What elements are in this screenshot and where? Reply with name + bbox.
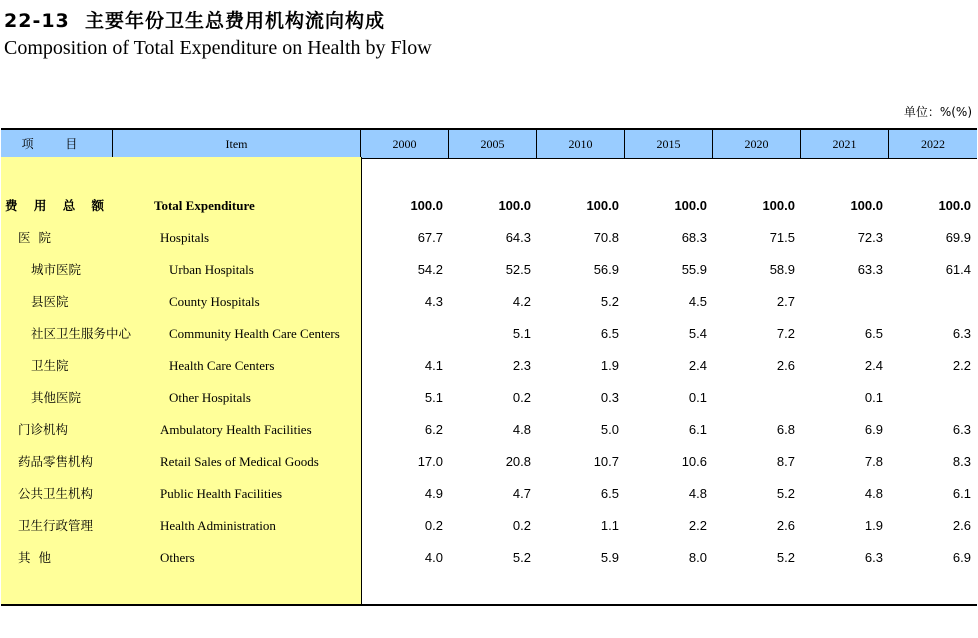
cell-2015: 100.0	[674, 198, 707, 213]
cell-2021: 6.3	[864, 550, 883, 565]
cell-2000: 54.2	[417, 262, 443, 277]
row-label-chinese: 费 用 总 额	[5, 198, 111, 213]
cell-2022: 69.9	[945, 230, 971, 245]
cell-2000: 5.1	[424, 390, 443, 405]
cell-2022: 2.6	[952, 518, 971, 533]
cell-2010: 0.3	[600, 390, 619, 405]
header-year-2010: 2010	[537, 130, 625, 158]
cell-2005: 0.2	[512, 518, 531, 533]
table-row	[0, 190, 978, 222]
cell-2000: 100.0	[410, 198, 443, 213]
table-title-english: Composition of Total Expenditure on Health by Flow	[4, 37, 432, 59]
cell-2022: 61.4	[945, 262, 971, 277]
header-year-2022: 2022	[921, 137, 945, 151]
cell-2005: 5.2	[512, 550, 531, 565]
cell-2015: 5.4	[688, 326, 707, 341]
cell-2000: 4.3	[424, 294, 443, 309]
row-label-english: Public Health Facilities	[160, 486, 283, 501]
table-row	[0, 318, 978, 350]
row-label-english: Health Care Centers	[169, 358, 275, 373]
row-label-chinese: 其 他	[18, 550, 51, 565]
row-label-chinese: 医 院	[18, 230, 51, 245]
cell-2021: 2.4	[864, 358, 883, 373]
cell-2020: 100.0	[762, 198, 795, 213]
cell-2000: 17.0	[417, 454, 443, 469]
row-label-chinese: 卫生行政管理	[18, 518, 94, 533]
cell-2015: 4.5	[688, 294, 707, 309]
table-title-chinese: 22-13 主要年份卫生总费用机构流向构成	[4, 10, 385, 32]
table-row	[0, 382, 978, 414]
table-row	[0, 510, 978, 542]
cell-2020: 5.2	[776, 486, 795, 501]
table-row	[0, 542, 978, 574]
cell-2010: 6.5	[600, 486, 619, 501]
cell-2005: 4.7	[512, 486, 531, 501]
cell-2022: 6.3	[952, 422, 971, 437]
cell-2015: 6.1	[688, 422, 707, 437]
cell-2020: 2.6	[776, 358, 795, 373]
cell-2010: 1.1	[600, 518, 619, 533]
cell-2010: 56.9	[593, 262, 619, 277]
cell-2022: 100.0	[938, 198, 971, 213]
row-label-english: Total Expenditure	[154, 198, 255, 213]
cell-2022: 2.2	[952, 358, 971, 373]
header-year-2015: 2015	[625, 130, 713, 158]
cell-2015: 10.6	[681, 454, 707, 469]
cell-2022: 8.3	[952, 454, 971, 469]
table-row	[0, 446, 978, 478]
row-label-chinese: 药品零售机构	[18, 454, 94, 469]
cell-2005: 5.1	[512, 326, 531, 341]
cell-2000: 6.2	[424, 422, 443, 437]
cell-2015: 2.4	[688, 358, 707, 373]
cell-2022: 6.1	[952, 486, 971, 501]
row-label-english: Health Administration	[160, 518, 276, 533]
header-item-english: Item	[113, 130, 361, 158]
cell-2020: 58.9	[769, 262, 795, 277]
cell-2020: 8.7	[776, 454, 795, 469]
header-year-2021: 2021	[801, 130, 889, 158]
cell-2015: 0.1	[688, 390, 707, 405]
cell-2020: 71.5	[769, 230, 795, 245]
cell-2020: 2.6	[776, 518, 795, 533]
cell-2021: 4.8	[864, 486, 883, 501]
row-label-english: Other Hospitals	[169, 390, 251, 405]
cell-2005: 52.5	[505, 262, 531, 277]
table-row	[0, 286, 978, 318]
cell-2015: 2.2	[688, 518, 707, 533]
cell-2021: 72.3	[857, 230, 883, 245]
header-year-2000: 2000	[361, 130, 449, 158]
row-label-english: Ambulatory Health Facilities	[160, 422, 312, 437]
cell-2000: 4.9	[424, 486, 443, 501]
cell-2020: 2.7	[776, 294, 795, 309]
cell-2010: 6.5	[600, 326, 619, 341]
cell-2021: 100.0	[850, 198, 883, 213]
cell-2010: 100.0	[586, 198, 619, 213]
cell-2015: 55.9	[681, 262, 707, 277]
cell-2015: 8.0	[688, 550, 707, 565]
row-label-chinese: 门诊机构	[18, 422, 69, 437]
row-label-chinese: 社区卫生服务中心	[31, 326, 132, 341]
header-year-2005: 2005	[449, 130, 537, 158]
cell-2021: 0.1	[864, 390, 883, 405]
cell-2005: 100.0	[498, 198, 531, 213]
table-header	[1, 128, 977, 159]
table-row	[0, 350, 978, 382]
cell-2010: 10.7	[593, 454, 619, 469]
cell-2021: 63.3	[857, 262, 883, 277]
unit-label: 单位：%(%)	[903, 105, 972, 119]
row-label-english: Retail Sales of Medical Goods	[160, 454, 319, 469]
row-label-english: Others	[160, 550, 195, 565]
cell-2005: 64.3	[505, 230, 531, 245]
cell-2021: 7.8	[864, 454, 883, 469]
cell-2021: 6.5	[864, 326, 883, 341]
cell-2020: 5.2	[776, 550, 795, 565]
row-label-english: Community Health Care Centers	[169, 326, 340, 341]
cell-2010: 70.8	[593, 230, 619, 245]
cell-2000: 4.0	[424, 550, 443, 565]
cell-2000: 67.7	[417, 230, 443, 245]
cell-2022: 6.9	[952, 550, 971, 565]
table-row	[0, 478, 978, 510]
cell-2015: 4.8	[688, 486, 707, 501]
cell-2010: 5.0	[600, 422, 619, 437]
cell-2005: 20.8	[505, 454, 531, 469]
row-label-english: Hospitals	[160, 230, 210, 245]
cell-2015: 68.3	[681, 230, 707, 245]
table-row	[0, 254, 978, 286]
row-label-chinese: 县医院	[31, 294, 69, 309]
row-label-english: County Hospitals	[169, 294, 260, 309]
table-row	[0, 222, 978, 254]
header-year-2020: 2020	[713, 130, 801, 158]
cell-2005: 2.3	[512, 358, 531, 373]
cell-2000: 0.2	[424, 518, 443, 533]
cell-2005: 4.8	[512, 422, 531, 437]
row-label-english: Urban Hospitals	[169, 262, 254, 277]
cell-2010: 5.9	[600, 550, 619, 565]
cell-2021: 1.9	[864, 518, 883, 533]
row-label-chinese: 其他医院	[31, 390, 82, 405]
header-item-chinese: 项 目	[1, 130, 113, 158]
cell-2022: 6.3	[952, 326, 971, 341]
row-label-chinese: 城市医院	[31, 262, 82, 277]
cell-2000: 4.1	[424, 358, 443, 373]
table-row	[0, 414, 978, 446]
cell-2010: 5.2	[600, 294, 619, 309]
cell-2020: 7.2	[776, 326, 795, 341]
cell-2020: 6.8	[776, 422, 795, 437]
table-bottom-rule	[1, 604, 977, 606]
cell-2021: 6.9	[864, 422, 883, 437]
row-label-chinese: 卫生院	[31, 358, 69, 373]
cell-2005: 0.2	[512, 390, 531, 405]
cell-2010: 1.9	[600, 358, 619, 373]
row-label-chinese: 公共卫生机构	[18, 486, 94, 501]
cell-2005: 4.2	[512, 294, 531, 309]
